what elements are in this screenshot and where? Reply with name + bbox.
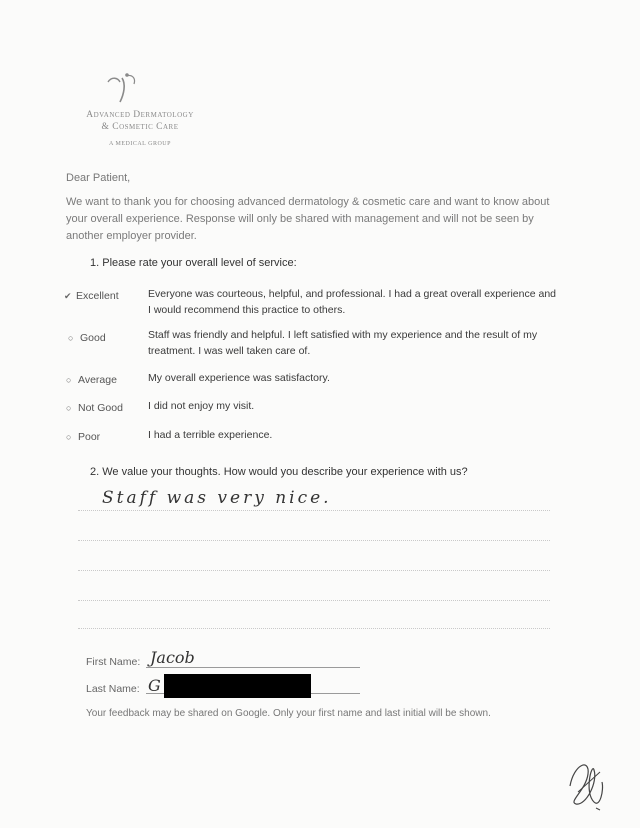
option-description: Everyone was courteous, helpful, and professional. I had a great overall experience and I would recommend this practice to others. [148, 288, 557, 316]
first-name-label: First Name: [86, 656, 141, 668]
footer-note: Your feedback may be shared on Google. Only your first name and last initial will be shown. [86, 708, 491, 719]
radio-icon: ○ [66, 375, 72, 385]
option-description: I did not enjoy my visit. [148, 400, 255, 412]
option-not-good[interactable] [66, 402, 123, 414]
option-description: Staff was friendly and helpful. I left satisfied with my experience and the result of my treatment. I was well taken care of. [148, 329, 538, 357]
answer-line [78, 600, 550, 601]
option-label: Average [78, 374, 117, 386]
answer-line [78, 540, 550, 541]
option-label: Not Good [78, 402, 123, 414]
signature-scribble [564, 752, 610, 812]
letterhead-line-3: A MEDICAL GROUP [109, 141, 171, 147]
logo-icon [102, 72, 142, 106]
option-poor[interactable] [66, 431, 100, 443]
first-name-line [146, 667, 360, 668]
handwritten-answer[interactable]: Staff was very nice. [102, 488, 332, 508]
last-name-value[interactable]: G [148, 676, 161, 695]
radio-icon: ○ [66, 403, 72, 413]
option-label: Good [80, 332, 106, 344]
radio-icon: ○ [68, 333, 74, 343]
option-average[interactable] [66, 374, 117, 386]
intro-paragraph: We want to thank you for choosing advanced dermatology & cosmetic care and want to know about your overall experience. Response will only be shared with management and will not be seen by another employer provider. [66, 196, 550, 242]
option-label: Excellent [76, 290, 119, 302]
question-1: 1. Please rate your overall level of service: [90, 257, 297, 269]
letterhead-line-2: & Cosmetic Care [101, 122, 179, 132]
question-2: 2. We value your thoughts. How would you describe your experience with us? [90, 466, 468, 478]
answer-line [78, 628, 550, 629]
first-name-value[interactable]: Jacob [150, 648, 195, 667]
letterhead-line-1: Advanced Dermatology [86, 110, 194, 120]
answer-line [78, 570, 550, 571]
option-good[interactable] [68, 332, 106, 344]
answer-line [78, 510, 550, 511]
option-label: Poor [78, 431, 101, 443]
option-description: I had a terrible experience. [148, 429, 273, 441]
option-excellent[interactable] [64, 290, 119, 302]
redaction-box [164, 674, 311, 698]
last-name-label: Last Name: [86, 683, 140, 695]
radio-icon: ○ [66, 432, 72, 442]
greeting: Dear Patient, [66, 172, 131, 184]
checked-radio-icon: ✔ [64, 291, 72, 301]
option-description: My overall experience was satisfactory. [148, 372, 330, 384]
